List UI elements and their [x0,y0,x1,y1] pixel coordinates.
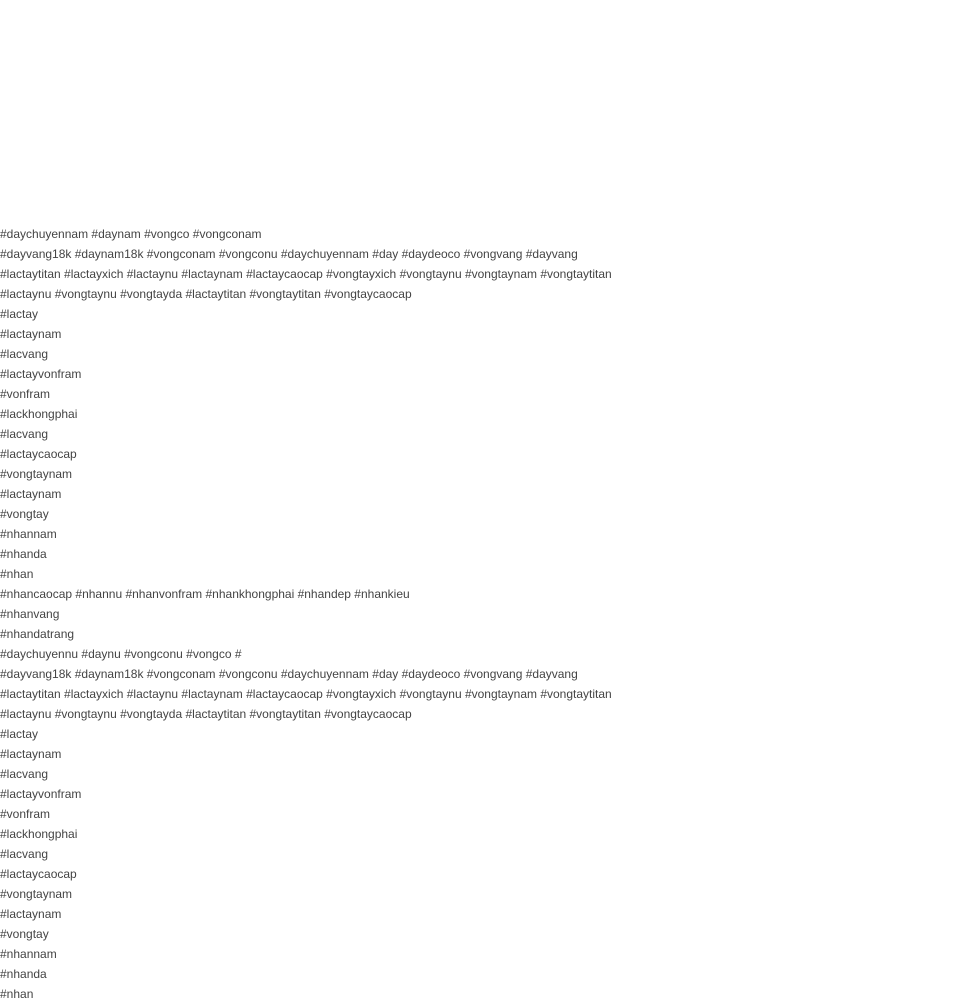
hashtag-line: #nhan [0,987,34,1001]
hashtag-line: #daychuyennam #daynam #vongco #vongconam [0,227,262,241]
hashtag-line: #dayvang18k #daynam18k #vongconam #vongconu #daychuyennam #day #daydeoco #vongvang #dayvang [0,667,578,681]
hashtag-line: #vonfram [0,387,51,401]
hashtag-line: #lactaynu #vongtaynu #vongtayda #lactaytitan #vongtaytitan #vongtaycaocap [0,707,412,721]
hashtag-line: #vongtaynam [0,887,73,901]
hashtag-line: #nhanda [0,967,47,981]
hashtag-line: #lactaynam [0,487,62,501]
hashtag-line: #lackhongphai [0,827,78,841]
hashtag-line: #lackhongphai [0,407,78,421]
hashtag-line: #nhanda [0,547,47,561]
hashtag-text-block [0,224,960,1004]
hashtag-line: #lacvang [0,767,49,781]
hashtag-line: #lacvang [0,847,49,861]
hashtag-line: #lactaycaocap [0,867,77,881]
hashtag-line: #nhanvang [0,607,60,621]
hashtag-line: #lactaynu #vongtaynu #vongtayda #lactaytitan #vongtaytitan #vongtaycaocap [0,287,412,301]
hashtag-line: #daychuyennu #daynu #vongconu #vongco # [0,647,242,661]
hashtag-line: #lactaynam [0,747,62,761]
hashtag-line: #nhannam [0,947,57,961]
hashtag-line: #lactay [0,727,39,741]
hashtag-line: #lacvang [0,427,49,441]
hashtag-line: #nhancaocap #nhannu #nhanvonfram #nhankhongphai #nhandep #nhankieu [0,587,410,601]
hashtag-line: #lactaytitan #lactayxich #lactaynu #lactaynam #lactaycaocap #vongtayxich #vongtaynu #vongtaynam #vongtaytitan [0,267,612,281]
hashtag-line: #dayvang18k #daynam18k #vongconam #vongconu #daychuyennam #day #daydeoco #vongvang #dayvang [0,247,578,261]
hashtag-line: #nhandatrang [0,627,75,641]
hashtag-line: #vonfram [0,807,51,821]
hashtag-line: #vongtay [0,507,49,521]
hashtag-line: #lactayvonfram [0,367,82,381]
hashtag-line: #lactaynam [0,327,62,341]
hashtag-line: #vongtaynam [0,467,73,481]
hashtag-line: #lactayvonfram [0,787,82,801]
hashtag-line: #lactaycaocap [0,447,77,461]
hashtag-line: #lactaytitan #lactayxich #lactaynu #lactaynam #lactaycaocap #vongtayxich #vongtaynu #vongtaynam #vongtaytitan [0,687,612,701]
hashtag-line: #lactaynam [0,907,62,921]
hashtag-line: #nhannam [0,527,57,541]
hashtag-line: #vongtay [0,927,49,941]
hashtag-line: #nhan [0,567,34,581]
hashtag-line: #lacvang [0,347,49,361]
hashtag-line: #lactay [0,307,39,321]
